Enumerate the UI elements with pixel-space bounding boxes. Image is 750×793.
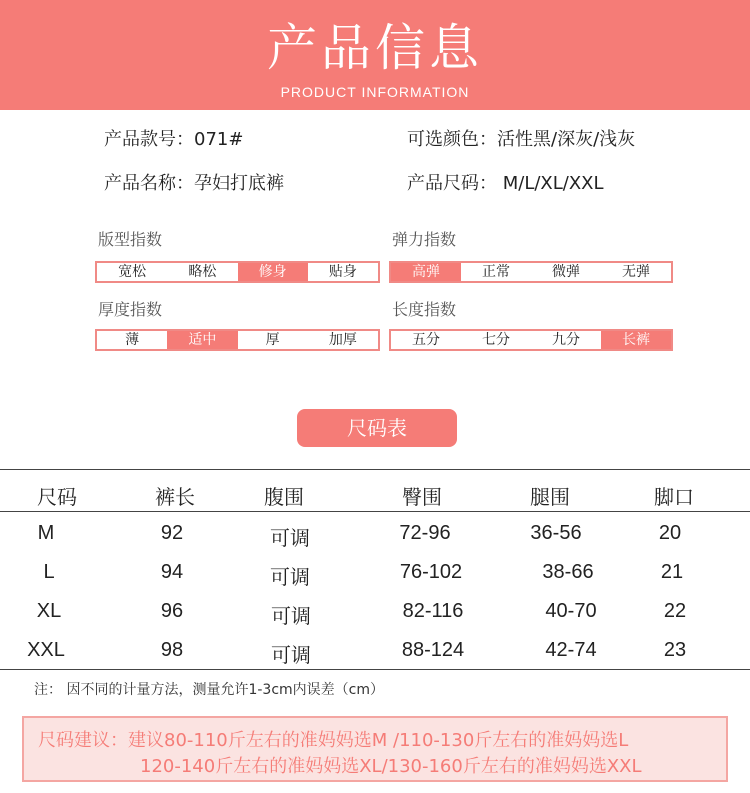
col-header: 裤长 [155, 485, 195, 509]
table-cell: 88-124 [401, 639, 465, 661]
table-cell: 40-70 [545, 600, 597, 622]
elastic-index-label: 弹力指数 [392, 230, 457, 249]
size-advice-box [22, 716, 728, 782]
table-cell: XXL [27, 639, 65, 661]
table-bottom-rule [0, 669, 750, 670]
table-cell: 可调 [270, 526, 310, 550]
table-cell: 38-66 [542, 561, 594, 583]
table-cell: 36-56 [530, 522, 582, 544]
fit-index-label: 版型指数 [98, 230, 163, 249]
fit-option: 贴身 [328, 264, 357, 280]
fit-option: 修身 [238, 263, 308, 281]
table-cell: 可调 [271, 604, 311, 628]
measurement-note: 注： 因不同的计量方法，测量允许1-3cm内误差（cm） [34, 682, 384, 698]
elastic-option: 高弹 [391, 263, 461, 281]
length-option: 九分 [552, 332, 580, 348]
header-banner [0, 0, 750, 110]
length-option: 七分 [482, 332, 510, 348]
table-cell: 92 [160, 522, 184, 544]
col-header: 脚口 [654, 485, 694, 509]
table-cell: 96 [160, 600, 184, 622]
table-cell: 98 [160, 639, 184, 661]
table-cell: XL [36, 600, 62, 622]
elastic-option: 微弹 [552, 264, 580, 280]
product-style-no: 产品款号：071# [104, 129, 244, 150]
page-title: 产品信息 [267, 19, 483, 77]
table-top-rule [0, 469, 750, 470]
thickness-option: 薄 [125, 332, 140, 348]
length-option: 长裤 [601, 331, 671, 349]
size-advice-line-2: 120-140斤左右的准妈妈选XL/130-160斤左右的准妈妈选XXL [140, 756, 642, 777]
col-header: 腿围 [530, 485, 570, 509]
product-sizes: 产品尺码： M/L/XL/XXL [407, 173, 604, 194]
table-cell: 20 [658, 522, 682, 544]
table-cell: 82-116 [402, 600, 464, 622]
elastic-index-scale [389, 261, 673, 283]
table-cell: 22 [663, 600, 687, 622]
size-advice-line-1: 尺码建议：建议80-110斤左右的准妈妈选M /110-130斤左右的准妈妈选L [38, 730, 629, 751]
product-name: 产品名称：孕妇打底裤 [104, 173, 284, 194]
table-cell: L [43, 561, 55, 583]
table-cell: 23 [663, 639, 687, 661]
size-table-title: 尺码表 [297, 409, 457, 447]
table-header-rule [0, 511, 750, 512]
fit-option: 略松 [188, 264, 217, 280]
thickness-option: 厚 [265, 332, 280, 348]
col-header: 臀围 [402, 485, 442, 509]
thickness-option: 适中 [167, 331, 237, 349]
col-header: 尺码 [37, 485, 77, 509]
length-index-scale [389, 329, 673, 351]
table-cell: 94 [160, 561, 184, 583]
table-cell: 可调 [270, 565, 310, 589]
table-cell: 42-74 [545, 639, 597, 661]
col-header: 腹围 [264, 485, 304, 509]
table-cell: 72-96 [399, 522, 451, 544]
table-cell: 可调 [271, 643, 311, 667]
page-subtitle: PRODUCT INFORMATION [280, 84, 470, 100]
fit-option: 宽松 [118, 264, 147, 280]
table-cell: 21 [660, 561, 684, 583]
product-colors: 可选颜色：活性黑/深灰/浅灰 [407, 129, 636, 150]
thickness-index-scale [95, 329, 380, 351]
table-cell: 76-102 [399, 561, 463, 583]
thickness-option: 加厚 [328, 332, 357, 348]
elastic-option: 正常 [482, 264, 510, 280]
elastic-option: 无弹 [622, 264, 650, 280]
table-cell: M [37, 522, 55, 544]
fit-index-scale [95, 261, 380, 283]
length-index-label: 长度指数 [392, 300, 457, 319]
length-option: 五分 [412, 332, 440, 348]
thickness-index-label: 厚度指数 [98, 300, 163, 319]
